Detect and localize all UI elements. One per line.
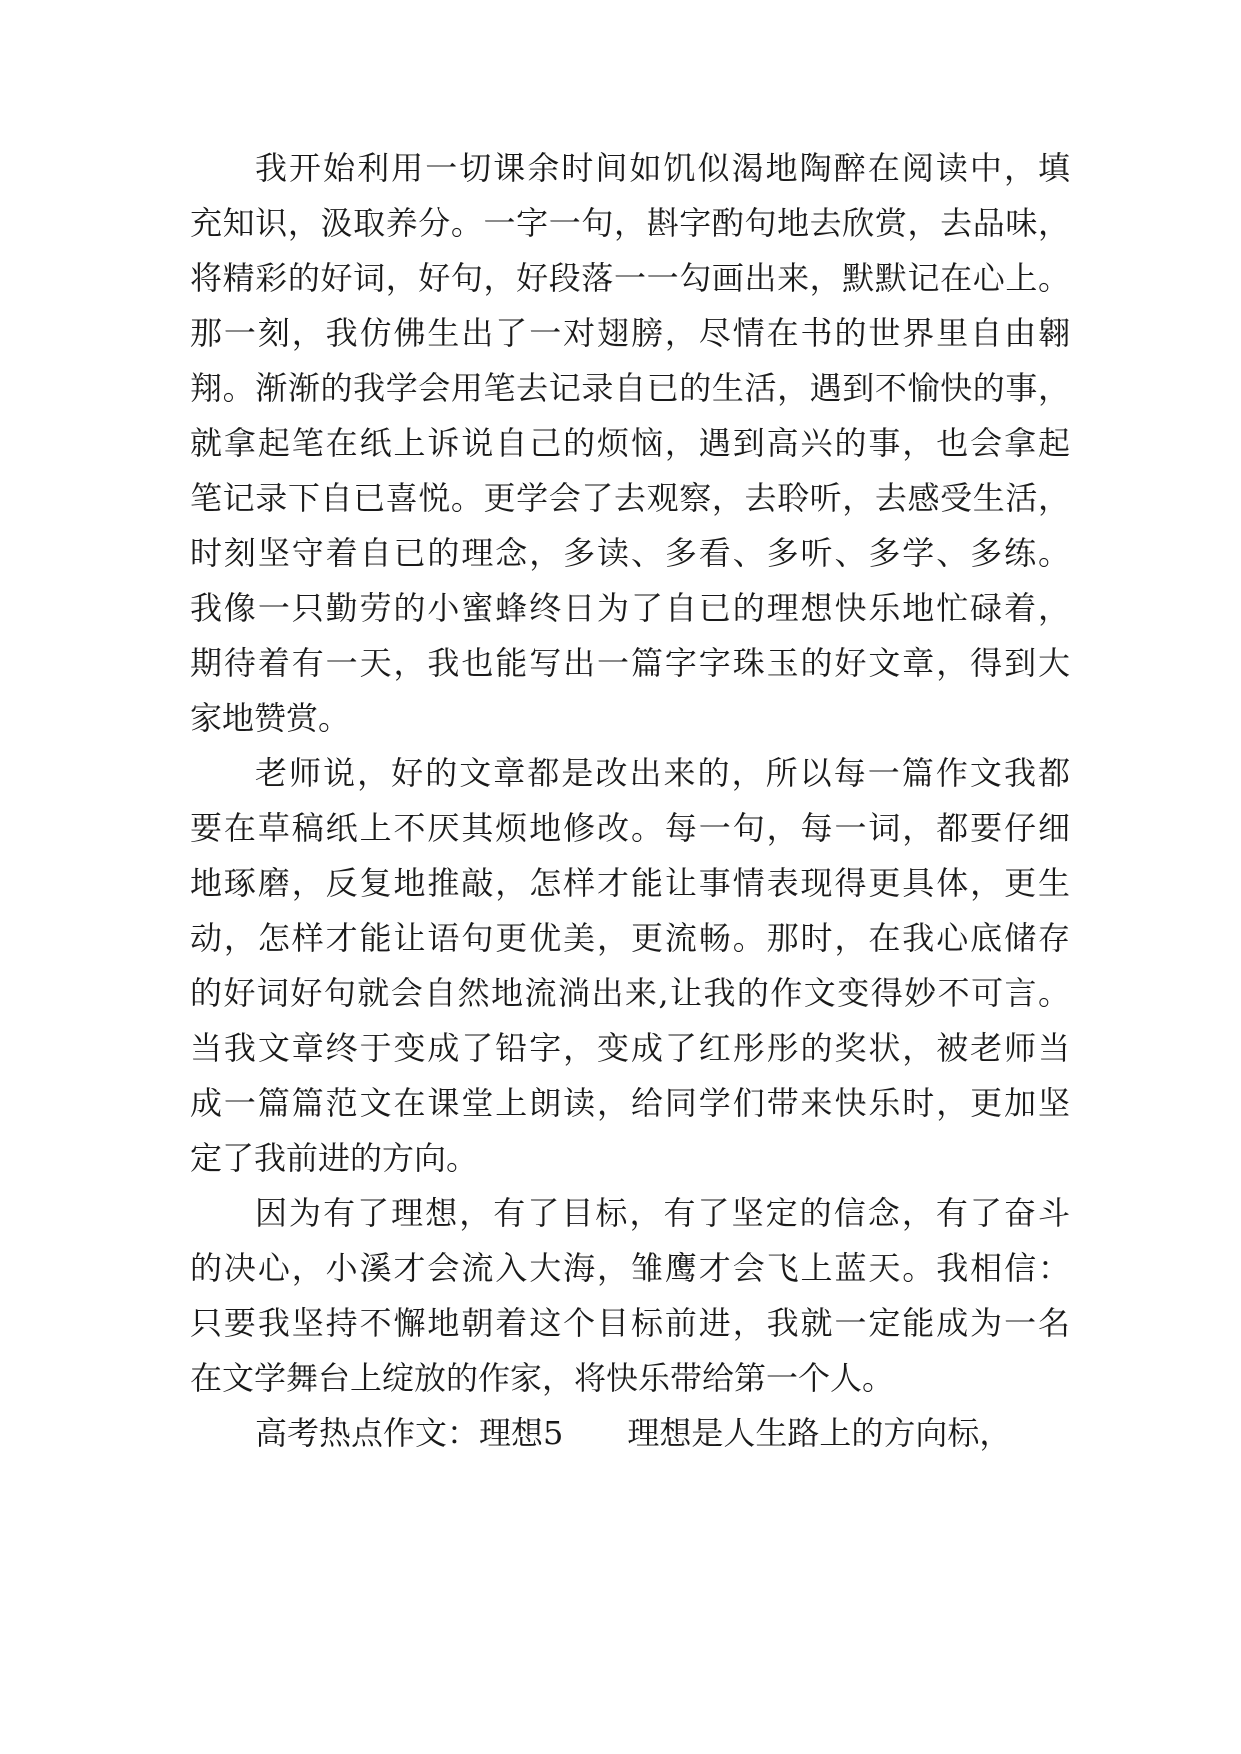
text-line: 因为有了理想，有了目标，有了坚定的信念，有了奋斗 [255, 1194, 1070, 1232]
text-line: 我开始利用一切课余时间如饥似渴地陶醉在阅读中，填 [255, 149, 1070, 187]
text-line: 将精彩的好词，好句，好段落一一勾画出来，默默记在心上。 [190, 259, 1070, 297]
text-line: 期待着有一天，我也能写出一篇字字珠玉的好文章，得到大 [190, 644, 1070, 682]
text-line: 充知识，汲取养分。一字一句，斟字酌句地去欣赏，去品味， [190, 204, 1070, 242]
text-line: 的决心，小溪才会流入大海，雏鹰才会飞上蓝天。我相信： [190, 1249, 1070, 1287]
text-line: 我像一只勤劳的小蜜蜂终日为了自已的理想快乐地忙碌着， [190, 589, 1070, 627]
section-heading: 高考热点作文：理想5 理想是人生路上的方向标， [255, 1414, 1012, 1452]
text-line: 定了我前进的方向。 [190, 1139, 479, 1177]
text-line: 时刻坚守着自已的理念，多读、多看、多听、多学、多练。 [190, 534, 1070, 572]
text-line: 家地赞赏。 [190, 699, 351, 737]
text-line: 地琢磨，反复地推敲，怎样才能让事情表现得更具体，更生 [190, 864, 1070, 902]
text-line: 老师说，好的文章都是改出来的，所以每一篇作文我都 [255, 754, 1070, 792]
text-line: 当我文章终于变成了铅字，变成了红彤彤的奖状，被老师当 [190, 1029, 1070, 1067]
text-line: 在文学舞台上绽放的作家，将快乐带给第一个人。 [190, 1359, 895, 1397]
text-line: 翔。渐渐的我学会用笔去记录自已的生活，遇到不愉快的事， [190, 369, 1070, 407]
text-line: 只要我坚持不懈地朝着这个目标前进，我就一定能成为一名 [190, 1304, 1070, 1342]
text-line: 就拿起笔在纸上诉说自己的烦恼，遇到高兴的事，也会拿起 [190, 424, 1070, 462]
text-line: 的好词好句就会自然地流淌出来,让我的作文变得妙不可言。 [190, 974, 1070, 1012]
text-line: 那一刻，我仿佛生出了一对翅膀，尽情在书的世界里自由翱 [190, 314, 1070, 352]
text-line: 成一篇篇范文在课堂上朗读，给同学们带来快乐时，更加坚 [190, 1084, 1070, 1122]
text-line: 要在草稿纸上不厌其烦地修改。每一句，每一词，都要仔细 [190, 809, 1070, 847]
text-line: 笔记录下自已喜悦。更学会了去观察，去聆听，去感受生活， [190, 479, 1070, 517]
text-line: 动，怎样才能让语句更优美，更流畅。那时，在我心底储存 [190, 919, 1070, 957]
